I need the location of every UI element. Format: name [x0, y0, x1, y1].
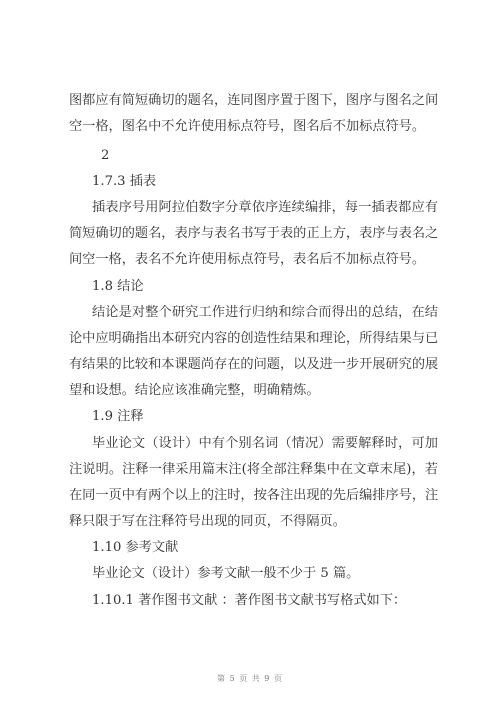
- text-line: 在同一页中有两个以上的注时，按各注出现的先后编排序号，注: [69, 488, 438, 503]
- section-heading: 1.7.3 插表: [92, 174, 157, 189]
- text-line: 图都应有简短确切的题名，连同图序置于图下，图序与图名之间: [69, 93, 438, 108]
- text-line: 空一格，图名中不允许使用标点符号，图名后不加标点符号。: [69, 119, 426, 134]
- text-line: 注说明。注释一律采用篇末注(将全部注释集中在文章末尾)，若: [69, 462, 438, 477]
- page-number-marker: 2: [101, 148, 110, 163]
- section-heading: 1.10.1 著作图书文献 ：著作图书文献书写格式如下：: [92, 593, 407, 608]
- text-line: 释只限于写在注释符号出现的同页，不得隔页。: [69, 514, 346, 529]
- section-heading: 1.9 注释: [92, 409, 144, 424]
- section-heading: 1.10 参考文献: [92, 540, 179, 555]
- text-line: 间空一格，表名不允许使用标点符号，表名后不加标点符号。: [69, 252, 426, 267]
- section-heading: 1.8 结论: [92, 279, 144, 294]
- text-line: 简短确切的题名，表序与表名书写于表的正上方，表序与表名之: [69, 226, 438, 241]
- text-line: 结论是对整个研究工作进行归纳和综合而得出的总结，在结: [92, 305, 438, 320]
- text-line: 毕业论文（设计）参考文献一般不少于 5 篇。: [92, 566, 360, 581]
- text-line: 毕业论文（设计）中有个别名词（情况）需要解释时，可加: [92, 436, 438, 451]
- text-line: 论中应明确指出本研究内容的创造性结果和理论，所得结果与已: [69, 331, 438, 346]
- text-line: 插表序号用阿拉伯数字分章依序连续编排，每一插表都应有: [92, 200, 438, 215]
- page-footer: 第 5 页 共 9 页: [217, 674, 283, 683]
- text-line: 有结果的比较和本课题尚存在的问题，以及进一步开展研究的展: [69, 357, 438, 372]
- text-line: 望和设想。结论应该准确完整，明确精炼。: [69, 383, 320, 398]
